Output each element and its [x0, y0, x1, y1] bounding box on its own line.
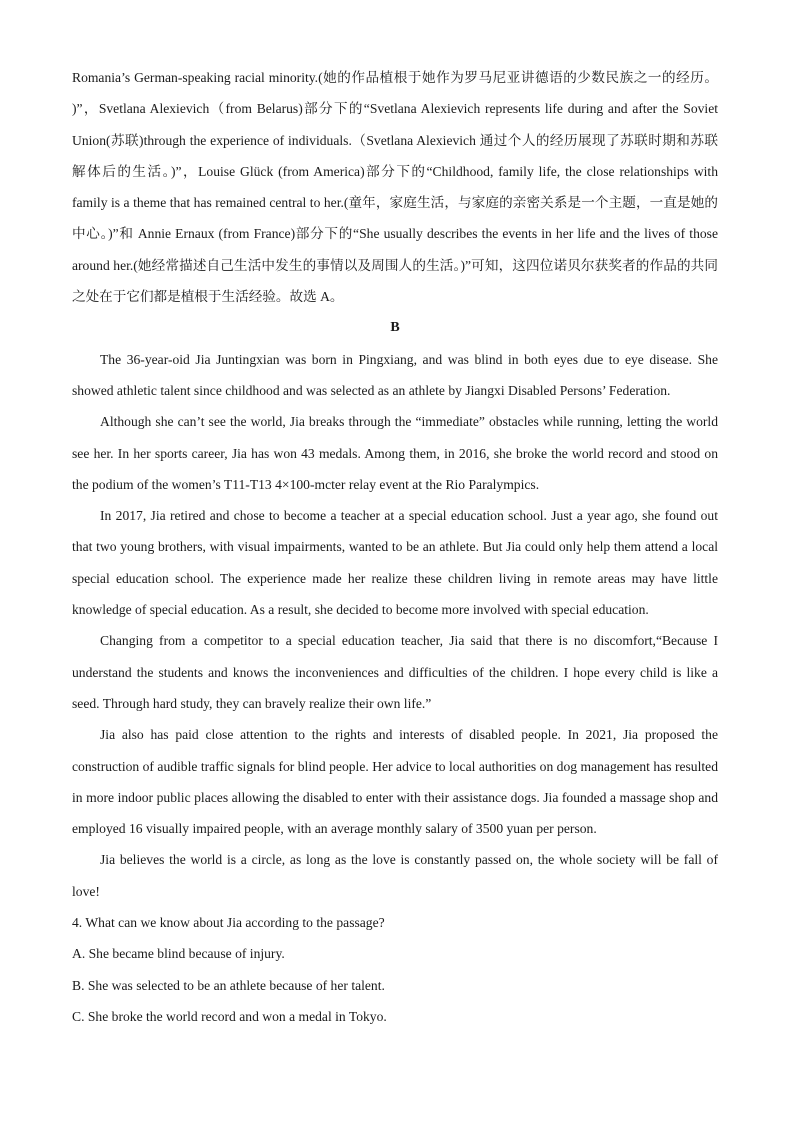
passage-paragraph: Changing from a competitor to a special education teacher, Jia said that there is no discomfort,“Because I understand the students and knows the inconveniences and difficulties of the children. I hope every child is like a seed. Through hard study, they can bravely realize their own life.” — [72, 633, 718, 711]
passage-paragraph: The 36-year-oid Jia Juntingxian was born in Pingxiang, and was blind in both eyes due to eye disease. She showed athletic talent since childhood and was selected as an athlete by Jiangxi Disabled Persons’ Federation. — [72, 351, 718, 398]
passage-paragraph: Jia believes the world is a circle, as long as the love is constantly passed on, the whole society will be fall of love! — [72, 852, 718, 899]
reading-passage — [72, 344, 718, 907]
passage-paragraph: Jia also has paid close attention to the rights and interests of disabled people. In 2021, Jia proposed the construction of audible traffic signals for blind people. Her advice to local authorities on dog management has resulted in more indoor public places allowing the disabled to enter with their assistance dogs. Jia founded a massage shop and employed 16 visually impaired people, with an average monthly salary of 3500 yuan per person. — [72, 727, 718, 837]
section-heading: B — [390, 320, 400, 336]
answer-explanation: Romania’s German-speaking racial minority.(她的作品植根于她作为罗马尼亚讲德语的少数民族之一的经历。 )”，Svetlana Alexievich（from Belarus)部分下的“Svetlana Alexievich represents life during and after the Soviet Union(苏联)through the experience of individuals.（Svetlana Alexievich 通过个人的经历展现了苏联时期和苏联解体后的生活。)”，Louise Glück (from America)部分下的“Childhood, family life, the close relationships with family is a theme that has remained central to her.(童年，家庭生活，与家庭的亲密关系是一个主题，一直是她的中心。)”和 Annie Ernaux (from France)部分下的“She usually describes the events in her life and the lives of those around her.(她经常描述自己生活中发生的事情以及周围人的生活。)”可知，这四位诺贝尔获奖者的作品的共同之处在于它们都是植根于生活经验。故选 A。 — [72, 70, 718, 305]
option-b: B. She was selected to be an athlete because of her talent. — [72, 977, 385, 993]
document-page — [72, 62, 718, 1032]
question-block — [72, 907, 718, 1032]
option-c: C. She broke the world record and won a medal in Tokyo. — [72, 1008, 387, 1024]
question-stem: 4. What can we know about Jia according to the passage? — [72, 915, 385, 931]
passage-paragraph: Although she can’t see the world, Jia breaks through the “immediate” obstacles while running, letting the world see her. In her sports career, Jia has won 43 medals. Among them, in 2016, she broke the world record and stood on the podium of the women’s T11-T13 4×100-mcter relay event at the Rio Paralympics. — [72, 414, 718, 492]
option-a: A. She became blind because of injury. — [72, 946, 285, 962]
passage-paragraph: In 2017, Jia retired and chose to become a teacher at a special education school. Just a year ago, she found out that two young brothers, with visual impairments, wanted to be an athlete. But Jia could only help them attend a local special education school. The experience made her realize these children living in remote areas may have little knowledge of special education. As a result, she decided to become more involved with special education. — [72, 508, 718, 618]
